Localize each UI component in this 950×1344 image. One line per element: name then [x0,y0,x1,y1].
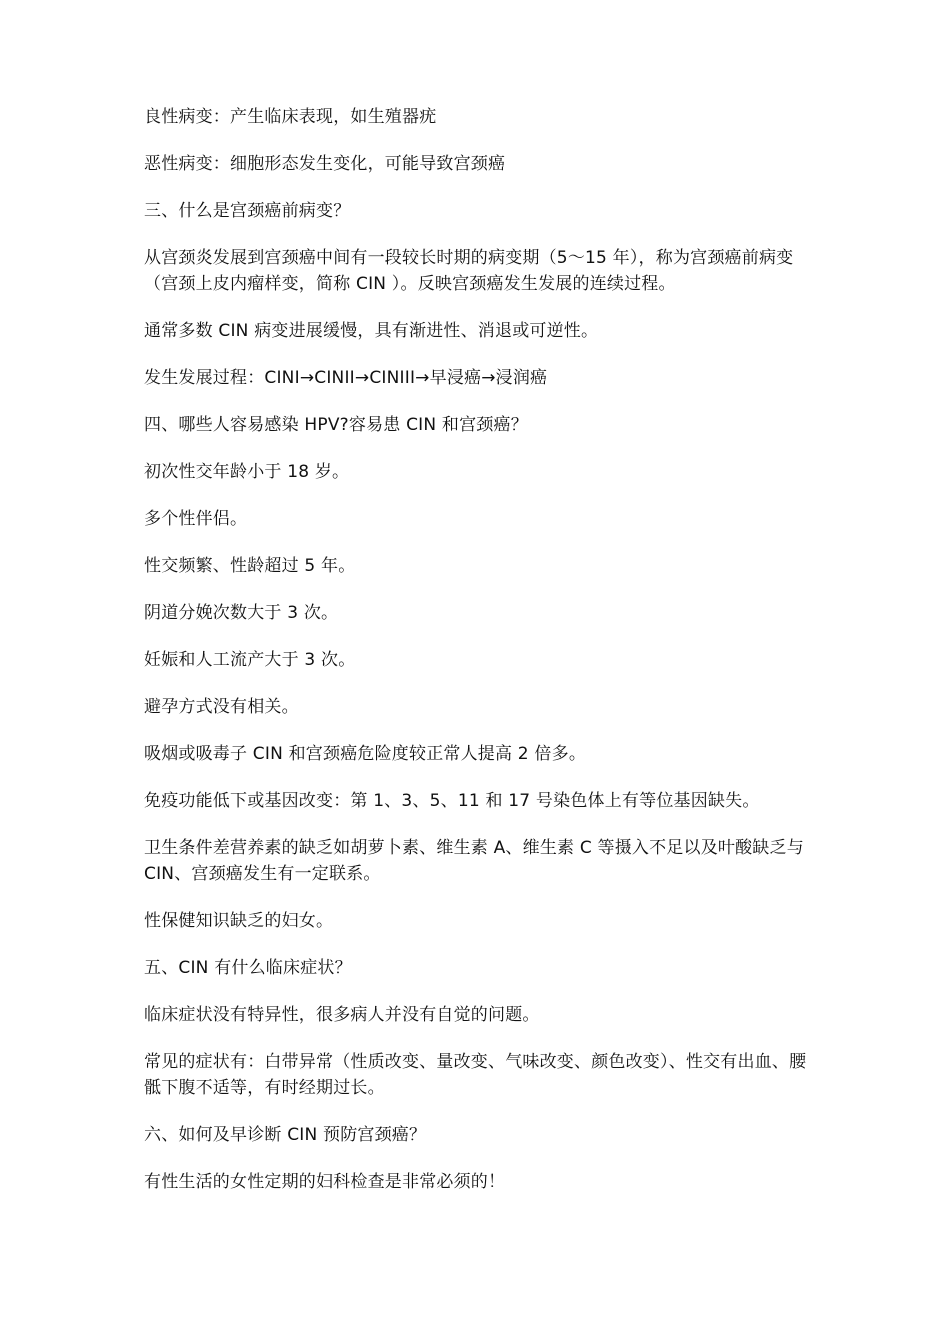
paragraph-regular-checkup: 有性生活的女性定期的妇科检查是非常必须的！ [144,1172,506,1192]
section-heading-4: 四、哪些人容易感染 HPV?容易患 CIN 和宫颈癌？ [144,415,528,435]
section-heading-6: 六、如何及早诊断 CIN 预防宫颈癌？ [144,1125,427,1145]
risk-item: 免疫功能低下或基因改变：第 1、3、5、11 和 17 号染色体上有等位基因缺失。 [144,791,760,811]
risk-item: 多个性伴侣。 [144,509,248,529]
risk-item: 吸烟或吸毒子 CIN 和宫颈癌危险度较正常人提高 2 倍多。 [144,744,587,764]
section-heading-5: 五、CIN 有什么临床症状？ [144,958,352,978]
document-body [144,104,814,1216]
risk-item: 卫生条件差营养素的缺乏如胡萝卜素、维生素 A、维生素 C 等摄入不足以及叶酸缺乏与 CIN、宫颈癌发生有一定联系。 [144,838,804,884]
paragraph-development-process: 发生发展过程：CINI→CINII→CINIII→早浸癌→浸润癌 [144,368,548,388]
paragraph-symptoms-nonspecific: 临床症状没有特异性，很多病人并没有自觉的问题。 [144,1005,540,1025]
risk-item: 初次性交年龄小于 18 岁。 [144,462,350,482]
section-heading-3: 三、什么是宫颈癌前病变？ [144,201,351,221]
paragraph-precancer-definition: 从宫颈炎发展到宫颈癌中间有一段较长时期的病变期（5～15 年），称为宫颈癌前病变（宫颈上皮内瘤样变，简称 CIN ）。反映宫颈癌发生发展的连续过程。 [144,248,794,294]
risk-item: 避孕方式没有相关。 [144,697,299,717]
paragraph-benign-lesion: 良性病变：产生临床表现，如生殖器疣 [144,107,437,127]
paragraph-cin-progress: 通常多数 CIN 病变进展缓慢，具有渐进性、消退或可逆性。 [144,321,599,341]
risk-item: 妊娠和人工流产大于 3 次。 [144,650,356,670]
risk-item: 性保健知识缺乏的妇女。 [144,911,334,931]
risk-item: 性交频繁、性龄超过 5 年。 [144,556,356,576]
risk-item: 阴道分娩次数大于 3 次。 [144,603,339,623]
paragraph-malignant-lesion: 恶性病变：细胞形态发生变化，可能导致宫颈癌 [144,154,506,174]
paragraph-common-symptoms: 常见的症状有：白带异常（性质改变、量改变、气味改变、颜色改变）、性交有出血、腰骶下腹不适等，有时经期过长。 [144,1052,807,1098]
